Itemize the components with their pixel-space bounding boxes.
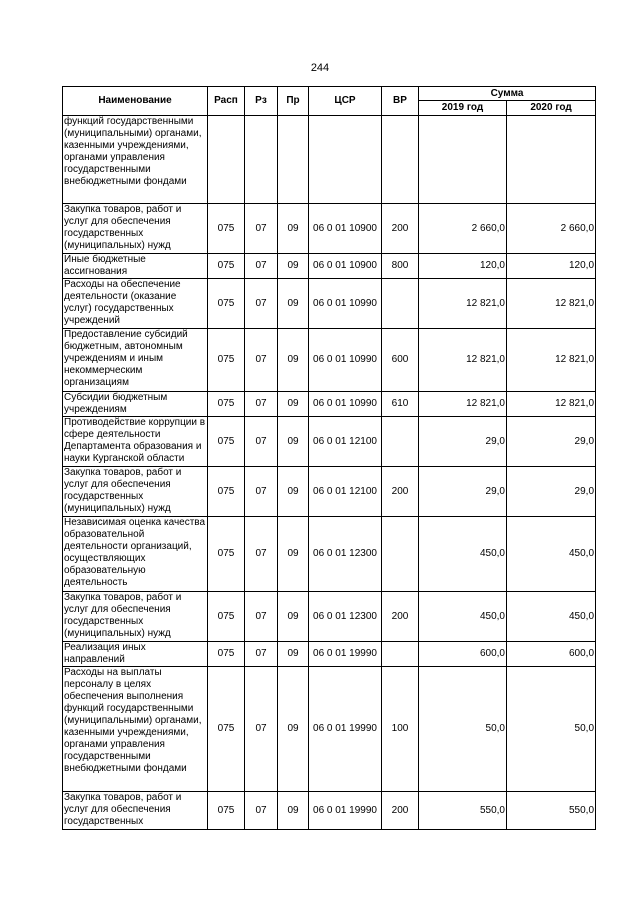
table-row (63, 279, 596, 329)
row-amount-2019: 29,0 (419, 417, 507, 467)
row-rasp: 075 (208, 392, 245, 417)
row-rasp: 075 (208, 329, 245, 392)
header-name: Наименование (63, 87, 208, 116)
row-rz (245, 116, 278, 204)
row-pr: 09 (278, 642, 309, 667)
row-amount-2020 (507, 116, 596, 204)
row-amount-2019: 450,0 (419, 592, 507, 642)
table-row (63, 592, 596, 642)
row-vr (382, 642, 419, 667)
table-row (63, 467, 596, 517)
row-csr: 06 0 01 12300 (309, 592, 382, 642)
row-vr: 610 (382, 392, 419, 417)
row-csr: 06 0 01 10900 (309, 254, 382, 279)
row-amount-2019: 450,0 (419, 517, 507, 592)
row-rz: 07 (245, 329, 278, 392)
row-rz: 07 (245, 254, 278, 279)
row-pr: 09 (278, 417, 309, 467)
row-name: Реализация иных направлений (63, 642, 208, 667)
row-rz: 07 (245, 642, 278, 667)
row-vr (382, 116, 419, 204)
row-csr (309, 116, 382, 204)
table-row (63, 642, 596, 667)
row-pr: 09 (278, 517, 309, 592)
header-csr: ЦСР (309, 87, 382, 116)
row-vr: 200 (382, 792, 419, 830)
row-pr: 09 (278, 329, 309, 392)
row-rz: 07 (245, 517, 278, 592)
row-amount-2020: 2 660,0 (507, 204, 596, 254)
row-amount-2019: 50,0 (419, 667, 507, 792)
row-csr: 06 0 01 19990 (309, 792, 382, 830)
table-row (63, 417, 596, 467)
budget-table (62, 86, 596, 830)
row-csr: 06 0 01 19990 (309, 667, 382, 792)
row-amount-2019: 550,0 (419, 792, 507, 830)
row-rasp: 075 (208, 417, 245, 467)
row-amount-2020: 12 821,0 (507, 279, 596, 329)
row-vr: 200 (382, 204, 419, 254)
row-amount-2020: 450,0 (507, 592, 596, 642)
row-name: Закупка товаров, работ и услуг для обеспечения государственных (муниципальных) нужд (63, 592, 208, 642)
row-amount-2019 (419, 116, 507, 204)
row-rasp: 075 (208, 204, 245, 254)
page-number: 244 (310, 62, 330, 74)
header-rz: Рз (245, 87, 278, 116)
row-amount-2020: 12 821,0 (507, 392, 596, 417)
row-csr: 06 0 01 12100 (309, 417, 382, 467)
table-row (63, 517, 596, 592)
row-name: Независимая оценка качества образовательной деятельности организаций, осуществляющих образовательную деятельность (63, 517, 208, 592)
row-rasp: 075 (208, 517, 245, 592)
row-rasp: 075 (208, 792, 245, 830)
row-pr: 09 (278, 279, 309, 329)
row-vr (382, 279, 419, 329)
row-vr (382, 517, 419, 592)
header-2020: 2020 год (507, 101, 596, 116)
row-vr: 600 (382, 329, 419, 392)
row-pr: 09 (278, 467, 309, 517)
row-rz: 07 (245, 204, 278, 254)
row-amount-2019: 12 821,0 (419, 279, 507, 329)
header-pr: Пр (278, 87, 309, 116)
row-rasp: 075 (208, 467, 245, 517)
row-rasp (208, 116, 245, 204)
row-csr: 06 0 01 12100 (309, 467, 382, 517)
row-pr: 09 (278, 392, 309, 417)
row-name: Закупка товаров, работ и услуг для обеспечения государственных (муниципальных) нужд (63, 204, 208, 254)
row-vr: 100 (382, 667, 419, 792)
row-amount-2020: 600,0 (507, 642, 596, 667)
row-csr: 06 0 01 10990 (309, 329, 382, 392)
row-amount-2020: 12 821,0 (507, 329, 596, 392)
table-row (63, 329, 596, 392)
row-name: Иные бюджетные ассигнования (63, 254, 208, 279)
row-csr: 06 0 01 12300 (309, 517, 382, 592)
row-rz: 07 (245, 417, 278, 467)
row-amount-2019: 12 821,0 (419, 392, 507, 417)
table-row (63, 254, 596, 279)
header-sum: Сумма (419, 87, 596, 101)
row-vr: 200 (382, 467, 419, 517)
row-name: Противодействие коррупции в сфере деятельности Департамента образования и науки Курганской области (63, 417, 208, 467)
row-vr: 200 (382, 592, 419, 642)
row-amount-2019: 2 660,0 (419, 204, 507, 254)
row-vr (382, 417, 419, 467)
row-rasp: 075 (208, 642, 245, 667)
row-vr: 800 (382, 254, 419, 279)
row-amount-2019: 29,0 (419, 467, 507, 517)
row-rasp: 075 (208, 592, 245, 642)
row-pr: 09 (278, 667, 309, 792)
header-vr: ВР (382, 87, 419, 116)
row-csr: 06 0 01 10990 (309, 279, 382, 329)
row-amount-2019: 12 821,0 (419, 329, 507, 392)
row-rz: 07 (245, 792, 278, 830)
row-name: Закупка товаров, работ и услуг для обеспечения государственных (муниципальных) нужд (63, 467, 208, 517)
table-row (63, 204, 596, 254)
header-2019: 2019 год (419, 101, 507, 116)
table-row (63, 392, 596, 417)
header-rasp: Расп (208, 87, 245, 116)
row-rz: 07 (245, 592, 278, 642)
row-rasp: 075 (208, 279, 245, 329)
row-pr: 09 (278, 592, 309, 642)
row-rz: 07 (245, 279, 278, 329)
row-rz: 07 (245, 392, 278, 417)
row-name: функций государственными (муниципальными) органами, казенными учреждениями, органами управления государственными внебюджетными фондами (63, 116, 208, 204)
row-rasp: 075 (208, 667, 245, 792)
table-row (63, 667, 596, 792)
row-amount-2020: 450,0 (507, 517, 596, 592)
row-pr: 09 (278, 254, 309, 279)
row-amount-2019: 120,0 (419, 254, 507, 279)
row-name: Расходы на выплаты персоналу в целях обеспечения выполнения функций государственными (муниципальными) органами, казенными учреждениями, органами управления государственными внебюджетными фондами (63, 667, 208, 792)
row-amount-2020: 120,0 (507, 254, 596, 279)
row-name: Закупка товаров, работ и услуг для обеспечения государственных (63, 792, 208, 830)
table-row (63, 116, 596, 204)
table-body (63, 116, 596, 830)
row-csr: 06 0 01 19990 (309, 642, 382, 667)
row-name: Субсидии бюджетным учреждениям (63, 392, 208, 417)
row-name: Расходы на обеспечение деятельности (оказание услуг) государственных учреждений (63, 279, 208, 329)
row-csr: 06 0 01 10990 (309, 392, 382, 417)
row-amount-2020: 29,0 (507, 467, 596, 517)
row-pr: 09 (278, 792, 309, 830)
row-csr: 06 0 01 10900 (309, 204, 382, 254)
row-amount-2020: 550,0 (507, 792, 596, 830)
row-rz: 07 (245, 467, 278, 517)
row-amount-2019: 600,0 (419, 642, 507, 667)
row-pr: 09 (278, 204, 309, 254)
row-amount-2020: 29,0 (507, 417, 596, 467)
row-amount-2020: 50,0 (507, 667, 596, 792)
row-pr (278, 116, 309, 204)
row-rasp: 075 (208, 254, 245, 279)
row-rz: 07 (245, 667, 278, 792)
table-row (63, 792, 596, 830)
row-name: Предоставление субсидий бюджетным, автономным учреждениям и иным некоммерческим организациям (63, 329, 208, 392)
